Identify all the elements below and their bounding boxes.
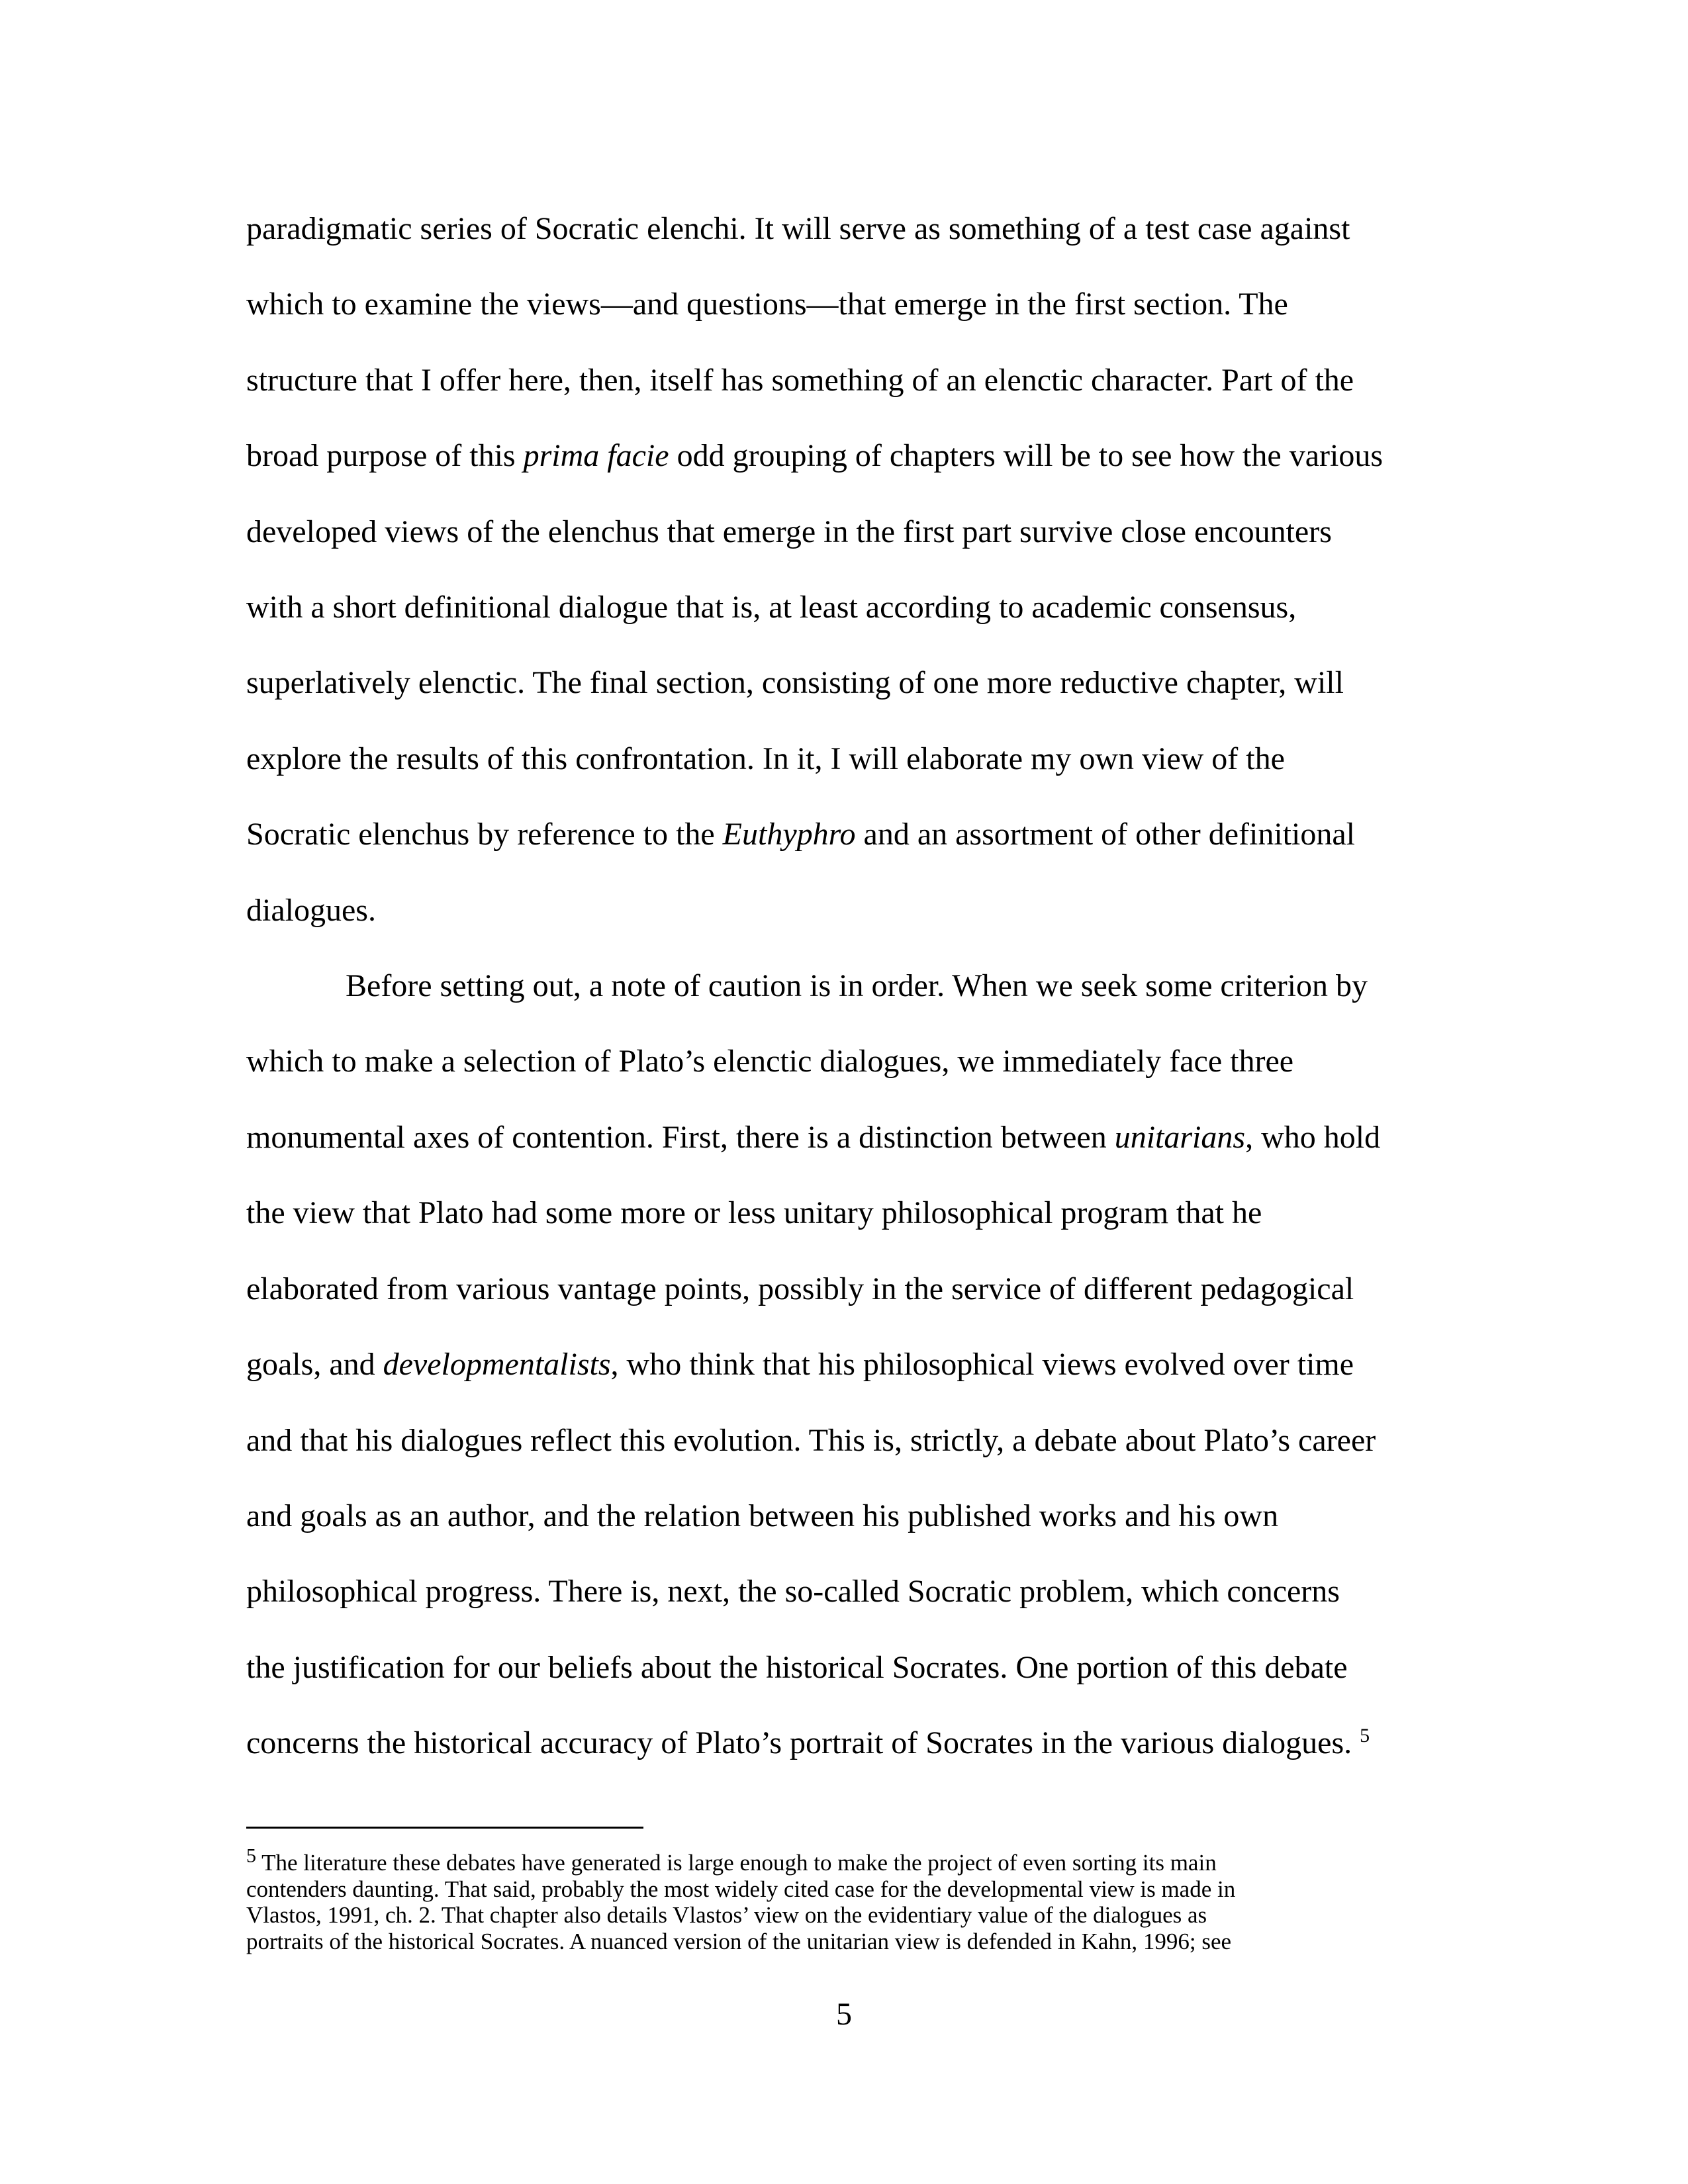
footnote <box>246 1844 1444 1954</box>
text-line: philosophical progress. There is, next, the so-called Socratic problem, which concerns <box>246 1574 1340 1610</box>
body-text <box>246 191 1444 1782</box>
italic-term: developmentalists <box>383 1347 611 1383</box>
text-line: paradigmatic series of Socratic elenchi. It will serve as something of a test case against <box>246 211 1350 246</box>
text-run: concerns the historical accuracy of Plato’s portrait of Socrates in the various dialogues. <box>246 1725 1360 1761</box>
text-run: odd grouping of chapters will be to see how the various <box>669 438 1383 474</box>
text-run: goals, and <box>246 1347 383 1383</box>
text-line: developed views of the elenchus that emerge in the first part survive close encounters <box>246 514 1332 549</box>
footnote-line: Vlastos, 1991, ch. 2. That chapter also details Vlastos’ view on the evidentiary value of the dialogues as <box>246 1902 1207 1928</box>
footnote-reference[interactable]: 5 <box>1360 1725 1370 1747</box>
footnote-marker: 5 <box>246 1844 256 1867</box>
footnote-separator <box>246 1827 643 1829</box>
text-line: with a short definitional dialogue that is, at least according to academic consensus, <box>246 590 1297 625</box>
page-number: 5 <box>836 1997 852 2032</box>
italic-term: unitarians <box>1114 1119 1246 1155</box>
footnote-line <box>246 1844 1444 1876</box>
text-line <box>246 797 1444 872</box>
text-run: , who hold <box>1245 1119 1381 1155</box>
text-line: which to examine the views—and questions—that emerge in the first section. The <box>246 287 1288 322</box>
text-run: broad purpose of this <box>246 438 524 474</box>
text-line: which to make a selection of Plato’s elenctic dialogues, we immediately face three <box>246 1044 1294 1079</box>
text-line: structure that I offer here, then, itself has something of an elenctic character. Part of the <box>246 362 1354 398</box>
text-run: monumental axes of contention. First, there is a distinction between <box>246 1119 1115 1155</box>
text-line: and goals as an author, and the relation between his published works and his own <box>246 1498 1279 1533</box>
text-line: dialogues. <box>246 892 376 928</box>
text-line <box>246 1706 1444 1781</box>
text-line: and that his dialogues reflect this evolution. This is, strictly, a debate about Plato’s career <box>246 1422 1376 1458</box>
italic-title: Euthyphro <box>722 817 856 852</box>
text-line: the view that Plato had some more or less unitary philosophical program that he <box>246 1195 1262 1231</box>
text-run: , who think that his philosophical views evolved over time <box>610 1347 1354 1383</box>
text-line: the justification for our beliefs about the historical Socrates. One portion of this debate <box>246 1649 1348 1685</box>
text-line: Before setting out, a note of caution is in order. When we seek some criterion by <box>346 968 1368 1004</box>
text-line: explore the results of this confrontation. In it, I will elaborate my own view of the <box>246 741 1285 776</box>
footnote-line: contenders daunting. That said, probably the most widely cited case for the developmental view is made in <box>246 1876 1236 1902</box>
italic-term: prima facie <box>523 438 669 474</box>
text-run: The literature these debates have generated is large enough to make the project of even sorting its main <box>256 1850 1217 1876</box>
text-run: and an assortment of other definitional <box>855 817 1355 852</box>
text-line <box>246 1100 1444 1175</box>
text-run: Socratic elenchus by reference to the <box>246 817 723 852</box>
text-line: superlatively elenctic. The final section, consisting of one more reductive chapter, will <box>246 665 1344 701</box>
footnote-line: portraits of the historical Socrates. A nuanced version of the unitarian view is defended in Kahn, 1996; see <box>246 1928 1232 1954</box>
text-line: elaborated from various vantage points, possibly in the service of different pedagogical <box>246 1271 1354 1306</box>
text-line <box>246 1327 1444 1402</box>
text-line <box>246 418 1444 494</box>
